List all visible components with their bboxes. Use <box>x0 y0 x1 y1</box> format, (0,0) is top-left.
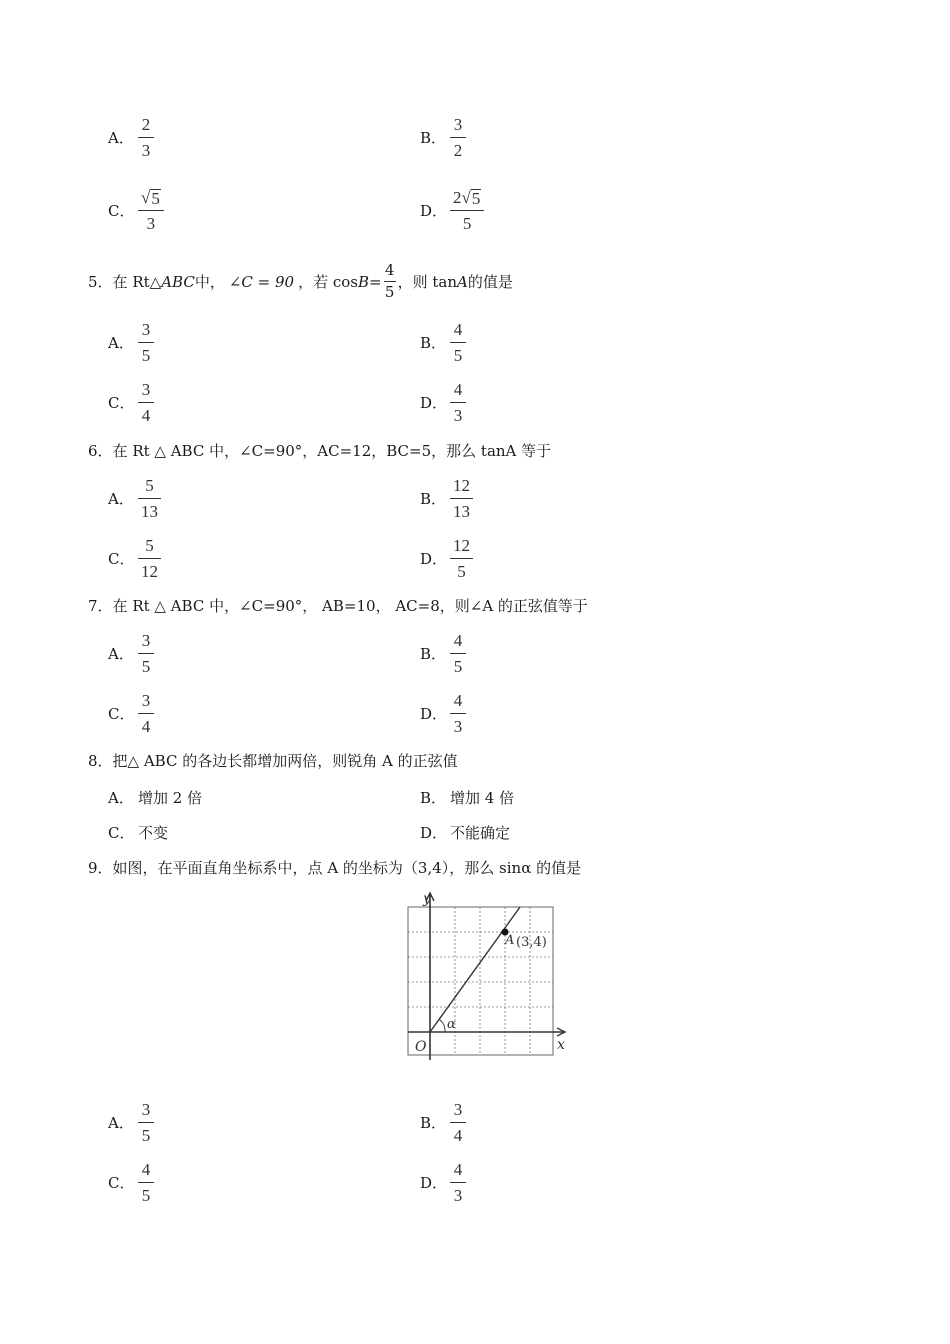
q5-option-c[interactable]: C． $\frac{3}{4}$ <box>108 380 154 425</box>
q8-option-c[interactable]: C． 不变 <box>108 824 169 842</box>
fraction: $\frac{12}{13}$ <box>450 476 473 521</box>
fraction: $\frac{5}{12}$ <box>138 536 161 581</box>
sqrt-symbol: √ 5 <box>141 188 160 208</box>
q6-option-d[interactable]: D． $\frac{12}{5}$ <box>420 536 473 581</box>
q8-stem: 8．把△ ABC 的各边长都增加两倍，则锐角 A 的正弦值 <box>88 752 458 770</box>
q7-option-d[interactable]: D． $\frac{4}{3}$ <box>420 691 466 736</box>
angle-alpha-label: α <box>447 1017 456 1032</box>
q9-option-a[interactable]: A． $\frac{3}{5}$ <box>108 1100 154 1145</box>
q7-stem: 7．在 Rt △ ABC 中，∠C=90°， AB=10， AC=8，则∠A 的正弦值等于 <box>88 597 588 615</box>
fraction: $\frac{12}{5}$ <box>450 536 473 581</box>
fraction: $\frac{4}{3}$ <box>450 1160 466 1205</box>
q9-option-d[interactable]: D． $\frac{4}{3}$ <box>420 1160 466 1205</box>
q6-stem: 6．在 Rt △ ABC 中，∠C=90°，AC=12，BC=5，那么 tanA 等于 <box>88 442 552 460</box>
q4-option-b[interactable] <box>420 115 466 160</box>
q9-option-c[interactable]: C． $\frac{4}{5}$ <box>108 1160 154 1205</box>
q6-option-c[interactable]: C． $\frac{5}{12}$ <box>108 536 161 581</box>
q4-option-c[interactable] <box>108 188 164 233</box>
fraction: $\frac{3}{4}$ <box>138 380 154 425</box>
option-label: B． <box>420 129 447 147</box>
fraction: $\frac{3}{4}$ <box>450 1100 466 1145</box>
q5-option-b[interactable]: B． $\frac{4}{5}$ <box>420 320 466 365</box>
option-label: C． <box>108 202 135 220</box>
q7-option-a[interactable]: A． $\frac{3}{5}$ <box>108 631 154 676</box>
q8-option-d[interactable]: D． 不能确定 <box>420 824 511 842</box>
q6-option-a[interactable]: A． $\frac{5}{13}$ <box>108 476 161 521</box>
fraction: $\frac{4}{5}$ <box>450 320 466 365</box>
fraction: 2 √ 5 5 <box>450 188 484 233</box>
fraction: $\frac{5}{13}$ <box>138 476 161 521</box>
fraction: $\frac{3}{4}$ <box>138 691 154 736</box>
fraction: $\frac{3}{5}$ <box>138 320 154 365</box>
q5-stem: 5． 在 Rt△ ABC 中， ∠C = 90 ，若 cos B = $\frac{4}{5}$ ，则 tan A 的值是 <box>88 261 513 301</box>
ray-oa <box>430 907 520 1032</box>
q9-stem: 9．如图，在平面直角坐标系中，点 A 的坐标为（3,4），那么 sinα 的值是 <box>88 859 582 877</box>
option-label: A． <box>108 129 134 147</box>
q5-option-a[interactable]: A． $\frac{3}{5}$ <box>108 320 154 365</box>
q9-option-b[interactable]: B． $\frac{3}{4}$ <box>420 1100 466 1145</box>
fraction: $\frac{4}{5}$ <box>384 261 395 301</box>
fraction: $\frac{2}{3}$ <box>138 115 154 160</box>
q4-option-d[interactable] <box>420 188 484 233</box>
option-label: D． <box>420 202 448 220</box>
fraction: $\frac{3}{2}$ <box>450 115 466 160</box>
x-axis-label: x <box>557 1037 565 1053</box>
q5-option-d[interactable]: D． $\frac{4}{3}$ <box>420 380 466 425</box>
q7-option-b[interactable]: B． $\frac{4}{5}$ <box>420 631 466 676</box>
fraction: √ 5 3 <box>138 188 164 233</box>
fraction: $\frac{3}{5}$ <box>138 1100 154 1145</box>
fraction: $\frac{4}{3}$ <box>450 691 466 736</box>
point-a-label: A <box>505 933 515 948</box>
q4-option-a[interactable] <box>108 115 154 160</box>
point-a-coords: (3,4) <box>516 935 547 950</box>
coordinate-figure <box>395 885 575 1065</box>
origin-label: O <box>415 1039 427 1055</box>
fraction: $\frac{4}{3}$ <box>450 380 466 425</box>
fraction: $\frac{4}{5}$ <box>450 631 466 676</box>
fraction: $\frac{4}{5}$ <box>138 1160 154 1205</box>
q8-option-b[interactable]: B． 增加 4 倍 <box>420 789 515 807</box>
sqrt-symbol: √ 5 <box>461 188 481 208</box>
fraction: $\frac{3}{5}$ <box>138 631 154 676</box>
q6-option-b[interactable]: B． $\frac{12}{13}$ <box>420 476 473 521</box>
angle-arc <box>439 1019 445 1032</box>
y-axis-label: y <box>423 891 431 907</box>
q8-option-a[interactable]: A． 增加 2 倍 <box>108 789 203 807</box>
q7-option-c[interactable]: C． $\frac{3}{4}$ <box>108 691 154 736</box>
